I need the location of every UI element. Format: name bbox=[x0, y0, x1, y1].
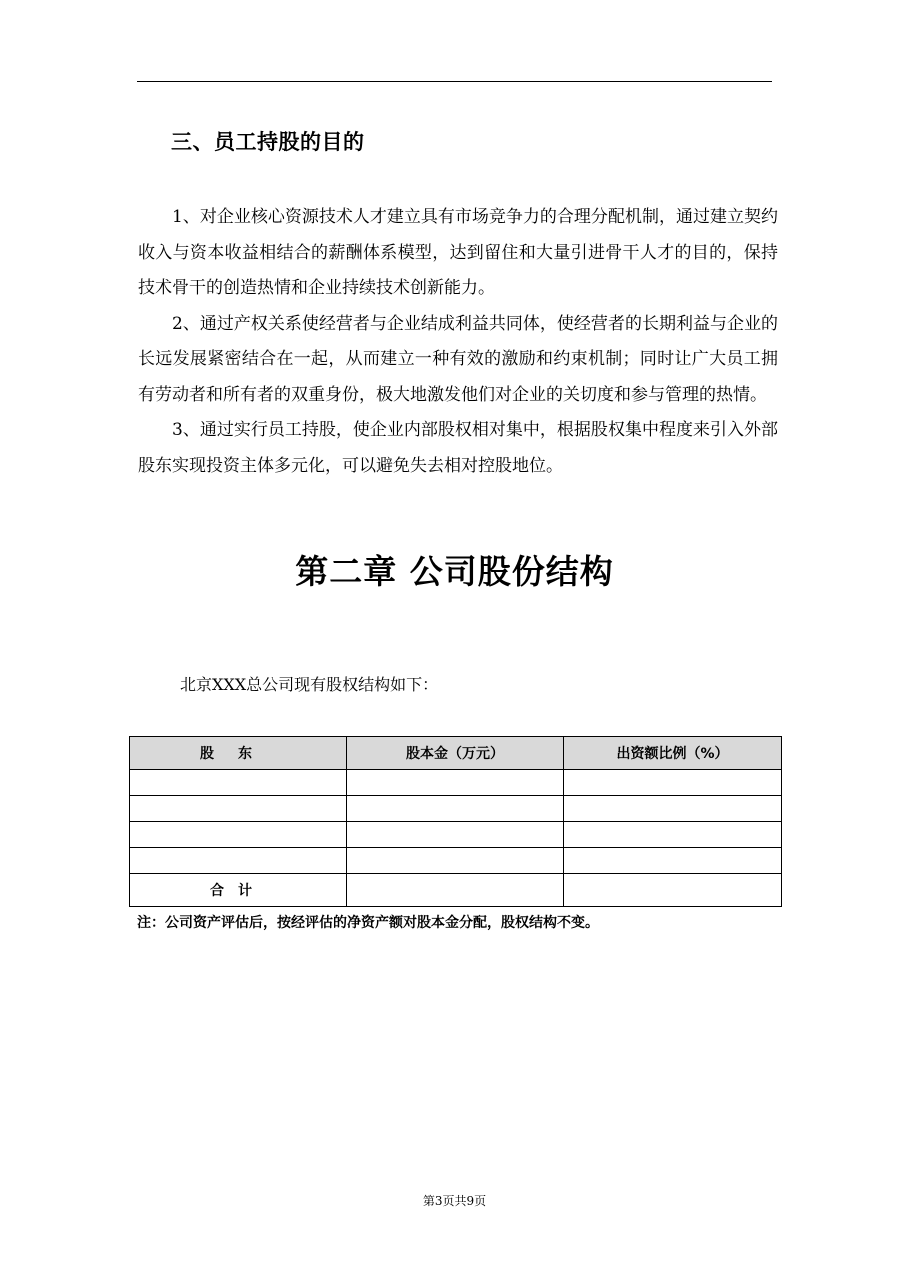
cell-capital bbox=[347, 796, 564, 822]
page-footer: 第3页共9页 bbox=[422, 1194, 487, 1208]
total-ratio bbox=[564, 874, 782, 907]
equity-structure-table bbox=[129, 736, 782, 907]
cell-ratio bbox=[564, 770, 782, 796]
cell-ratio bbox=[564, 822, 782, 848]
table-total-row bbox=[130, 874, 782, 907]
body-text bbox=[138, 200, 778, 484]
header-shareholder: 股东 bbox=[130, 737, 347, 770]
table-row bbox=[130, 796, 782, 822]
cell-shareholder bbox=[130, 770, 347, 796]
cell-shareholder bbox=[130, 822, 347, 848]
table-row bbox=[130, 822, 782, 848]
table-note: 注：公司资产评估后，按经评估的净资产额对股本金分配，股权结构不变。 bbox=[137, 915, 599, 931]
section-heading: 三、员工持股的目的 bbox=[171, 130, 365, 154]
total-label: 合计 bbox=[130, 874, 347, 907]
intro-line: 北京XXX总公司现有股权结构如下： bbox=[180, 675, 439, 694]
cell-ratio bbox=[564, 848, 782, 874]
paragraph-3: 3、通过实行员工持股，使企业内部股权相对集中，根据股权集中程度来引入外部股东实现投资主体多元化，可以避免失去相对控股地位。 bbox=[138, 420, 778, 476]
cell-capital bbox=[347, 770, 564, 796]
table-header-row bbox=[130, 737, 782, 770]
header-capital: 股本金（万元） bbox=[347, 737, 564, 770]
paragraph-2: 2、通过产权关系使经营者与企业结成利益共同体，使经营者的长期利益与企业的长远发展紧密结合在一起，从而建立一种有效的激励和约束机制；同时让广大员工拥有劳动者和所有者的双重身份，极大地激发他们对企业的关切度和参与管理的热情。 bbox=[138, 313, 778, 405]
table-row bbox=[130, 848, 782, 874]
cell-shareholder bbox=[130, 796, 347, 822]
total-capital bbox=[347, 874, 564, 907]
chapter-title: 第二章 公司股份结构 bbox=[295, 552, 614, 591]
cell-ratio bbox=[564, 796, 782, 822]
header-rule bbox=[137, 81, 772, 82]
cell-shareholder bbox=[130, 848, 347, 874]
cell-capital bbox=[347, 822, 564, 848]
cell-capital bbox=[347, 848, 564, 874]
table-row bbox=[130, 770, 782, 796]
header-ratio: 出资额比例（%） bbox=[564, 737, 782, 770]
paragraph-1: 1、对企业核心资源技术人才建立具有市场竞争力的合理分配机制，通过建立契约收入与资本收益相结合的薪酬体系模型，达到留住和大量引进骨干人才的目的，保持技术骨干的创造热情和企业持续技术创新能力。 bbox=[138, 207, 778, 298]
